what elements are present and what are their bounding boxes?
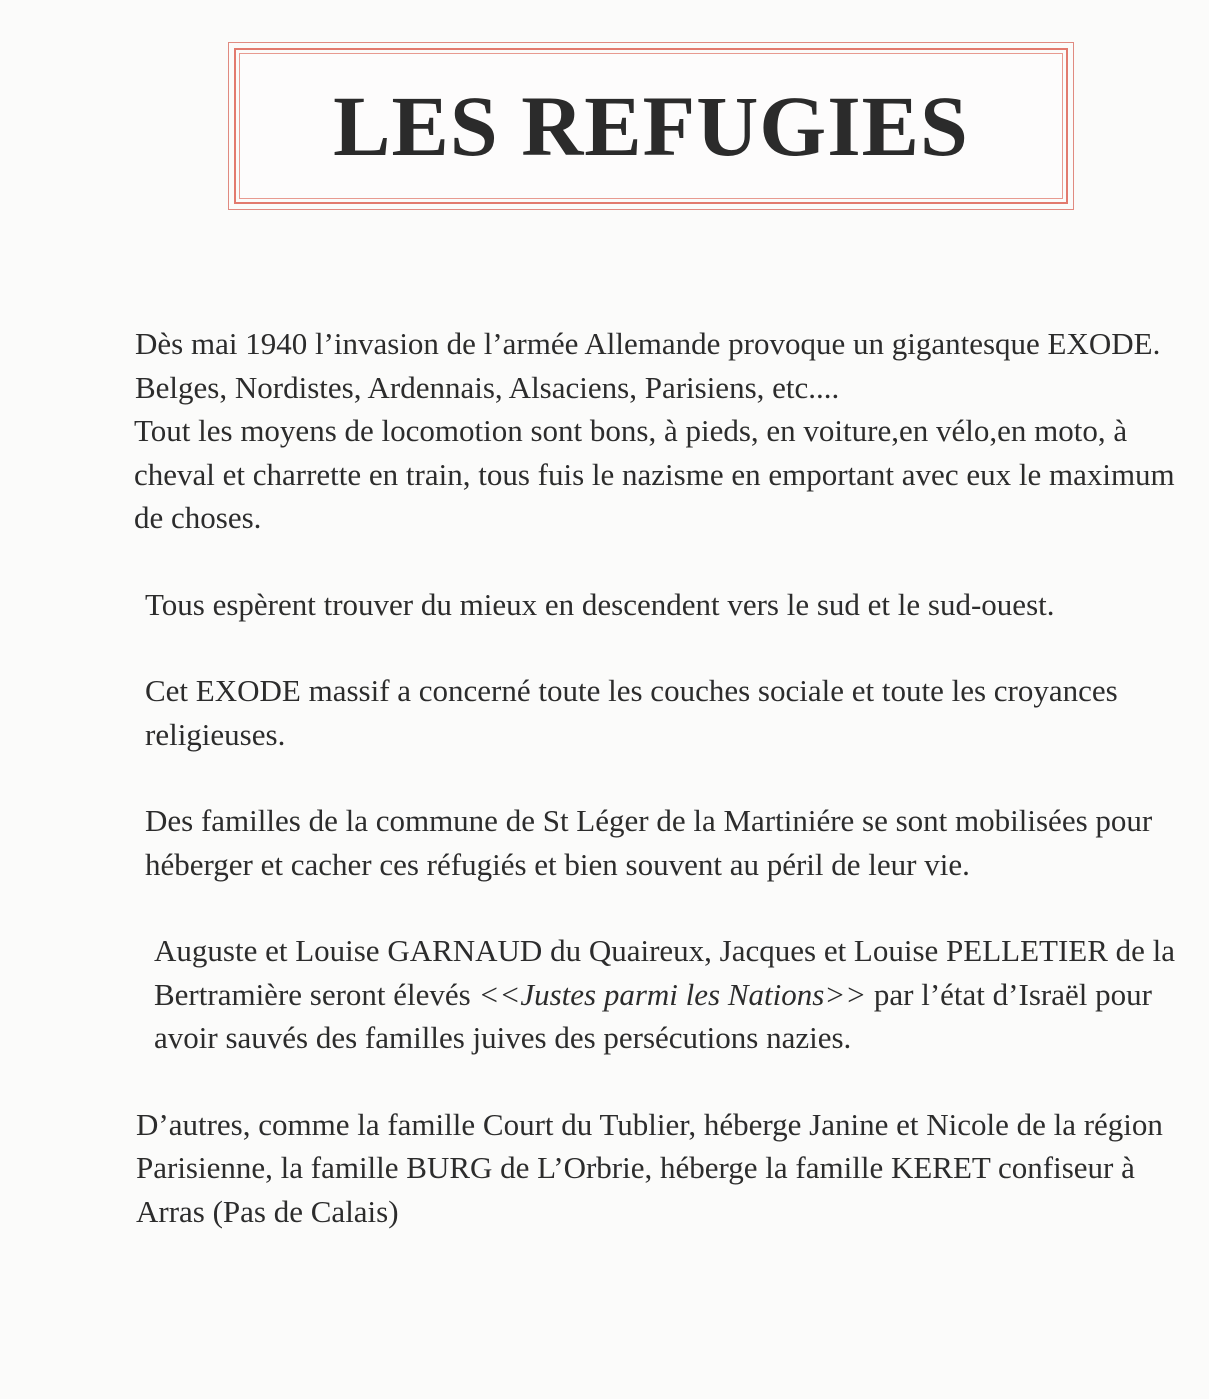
paragraph-gap (88, 1060, 1198, 1103)
paragraph-exodus-intro: Dès mai 1940 l’invasion de l’armée Allemande provoque un gigantesque EXODE. Belges, Nordistes, Ardennais, Alsaciens, Parisiens, etc.... (135, 326, 1161, 405)
paragraph-south: Tous espèrent trouver du mieux en descendent vers le sud et le sud-ouest. (145, 586, 1055, 622)
paragraph-social-classes: Cet EXODE massif a concerné toute les couches sociale et toute les croyances religieuses. (145, 673, 1118, 752)
paragraph-other-families: D’autres, comme la famille Court du Tublier, héberge Janine et Nicole de la région Parisienne, la famille BURG de L’Orbrie, héberge la famille KERET confiseur à Arras (Pas de Calais) (136, 1106, 1163, 1229)
title-frame-core (239, 53, 1063, 199)
page-title: LES REFUGIES (333, 78, 969, 174)
paragraph-families: Des familles de la commune de St Léger de la Martiniére se sont mobilisées pour héberger et cacher ces réfugiés et bien souvent au péril de leur vie. (145, 803, 1153, 882)
paragraph-gap (88, 886, 1198, 929)
paragraph-gap (88, 756, 1198, 799)
righteous-text-before: Auguste et Louise GARNAUD du Quaireux, Jacques et Louise PELLETIER de la Bertramière seront élevés (154, 933, 1176, 1012)
title-frame (228, 42, 1074, 210)
paragraph-righteous (88, 929, 1198, 1060)
righteous-text-after: par l’état d’Israël pour avoir sauvés des familles juives des persécutions nazies. (154, 976, 1152, 1055)
title-frame-inner-border (234, 48, 1068, 204)
paragraph-transport: Tout les moyens de locomotion sont bons, à pieds, en voiture,en vélo,en moto, à cheval et charrette en train, tous fuis le nazisme en emportant avec eux le maximum de choses. (134, 413, 1175, 535)
righteous-quote: <<Justes parmi les Nations>> (478, 976, 867, 1012)
document-body (88, 322, 1198, 1233)
paragraph-gap (88, 540, 1198, 583)
paragraph-gap (88, 626, 1198, 669)
